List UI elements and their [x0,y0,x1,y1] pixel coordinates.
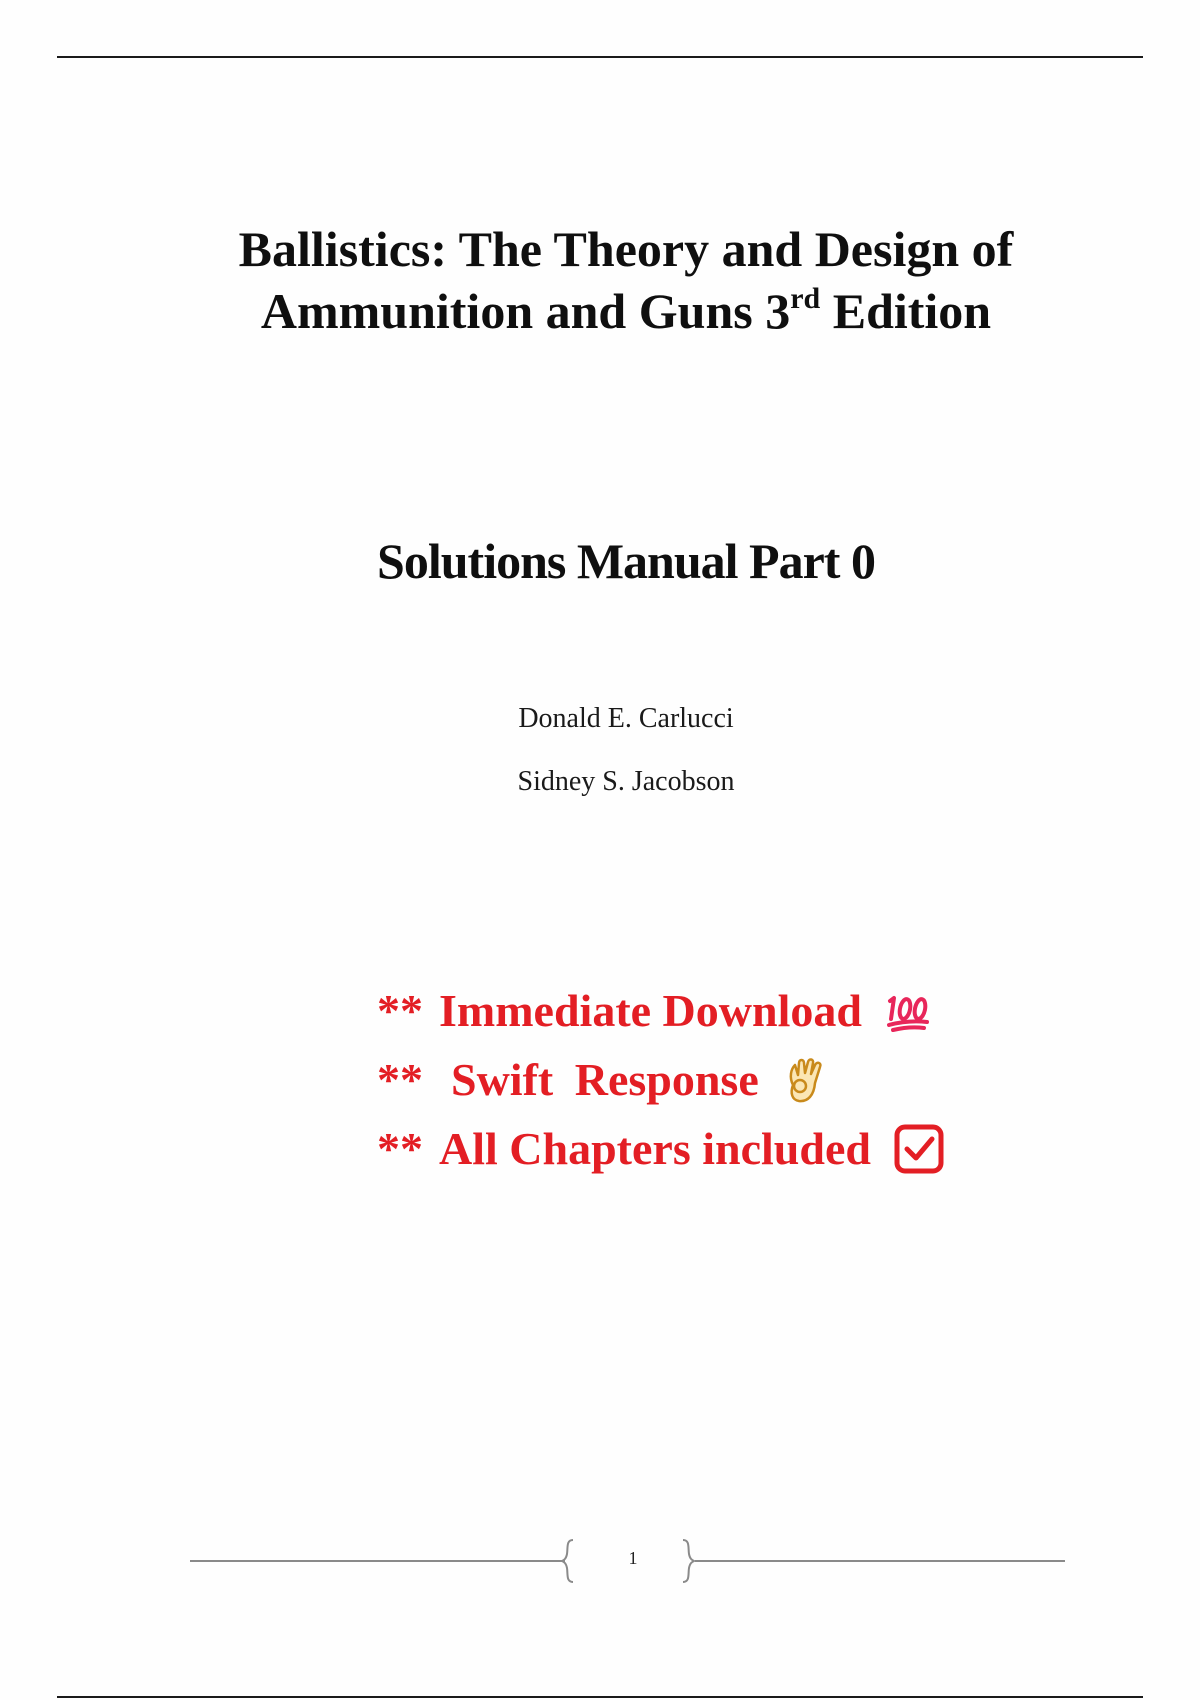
author-name: Sidney S. Jacobson [517,766,735,797]
promo-stars: ** [377,1123,423,1174]
promo-text: Immediate Download [439,985,862,1036]
promo-block [377,976,945,1183]
bottom-rule [57,1696,1143,1698]
title-line-2 [0,280,1200,350]
top-rule [57,56,1143,58]
ok-hand-icon [781,1055,825,1105]
title-line-2-suffix: Edition [820,283,992,339]
promo-stars: ** [377,1054,423,1105]
edition-superscript: rd [790,282,821,315]
footer-line-left [190,1560,565,1562]
promo-text: Swift Response [451,1054,759,1105]
promo-line-all-chapters [377,1114,945,1183]
author-list [0,702,1200,799]
title-line-1: Ballistics: The Theory and Design of [238,221,1014,277]
promo-line-immediate-download [377,976,945,1045]
check-box-icon [893,1123,945,1175]
document-title [0,218,1200,350]
left-brace-icon [561,1538,575,1584]
right-brace-icon [681,1538,695,1584]
promo-line-swift-response [377,1045,945,1114]
page-number: 1 [628,1548,638,1568]
hundred-points-icon [884,989,932,1033]
author-name: Donald E. Carlucci [518,703,734,734]
footer-line-right [695,1560,1065,1562]
document-subtitle: Solutions Manual Part 0 [377,533,875,589]
promo-stars: ** [377,985,423,1036]
page-footer [190,1538,1065,1584]
promo-text: All Chapters included [439,1123,871,1174]
title-line-2-prefix: Ammunition and Guns 3 [260,283,791,339]
